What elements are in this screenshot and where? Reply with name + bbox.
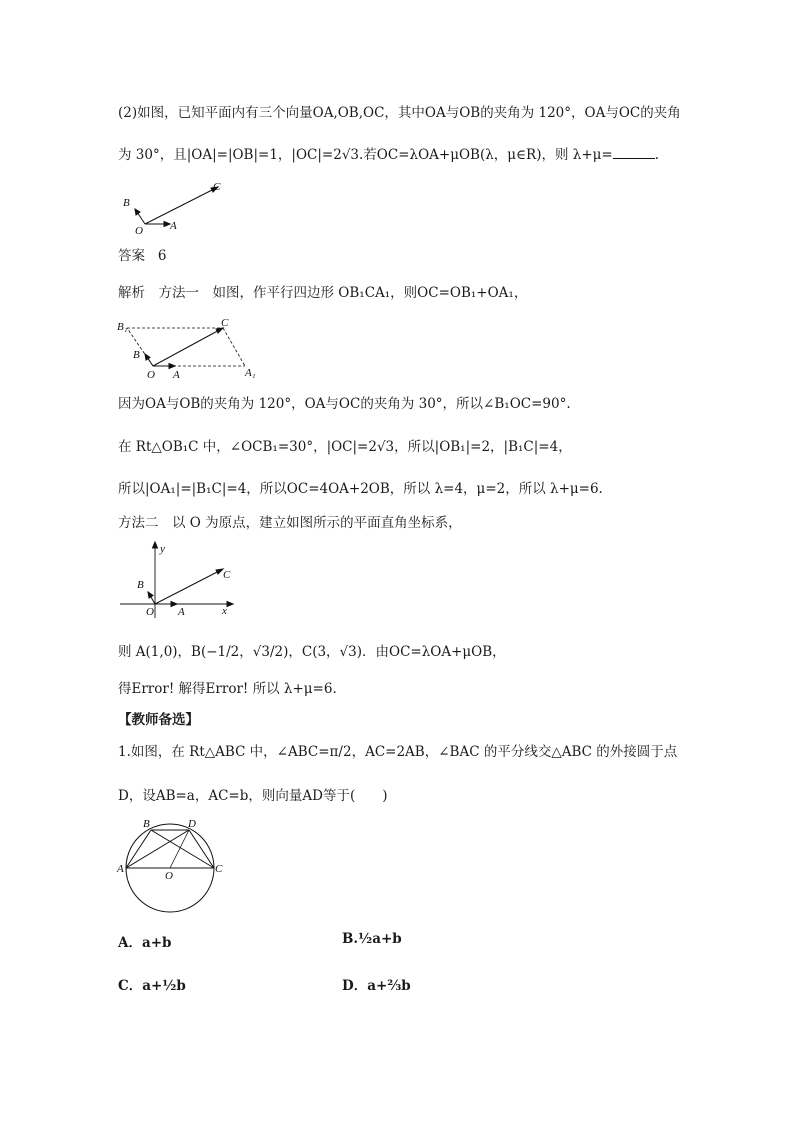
option-c: C．a+½b — [118, 978, 186, 994]
fig4-label-a: A — [117, 863, 124, 875]
fig2-label-c: C — [221, 317, 229, 329]
fig4-label-o: O — [165, 870, 173, 882]
fig2-label-b: B — [133, 349, 140, 361]
solution-rt-line: 在 Rt△OB₁C 中，∠OCB₁=30°，|OC|=2√3，所以|OB₁|=2，|B₁C|=4， — [118, 439, 572, 455]
question1-line-2: D，设AB=a，AC=b，则向量AD等于( ) — [118, 788, 388, 804]
solution-result-line: 所以|OA₁|=|B₁C|=4，所以OC=4OA+2OB，所以 λ=4，μ=2，所以 λ+μ=6. — [118, 481, 603, 497]
option-b: B.½a+b — [342, 931, 402, 947]
problem-line-2-text: 为 30°，且|OA|=|OB|=1，|OC|=2√3.若OC=λOA+μOB(λ，μ∈R)，则 λ+μ= — [118, 147, 613, 163]
coordinate-figure — [115, 536, 245, 620]
fig2-label-a1: A₁ — [245, 367, 256, 379]
problem-line-2-end: . — [654, 147, 660, 163]
answer-label: 答案 — [118, 248, 145, 264]
solution-coords-line: 则 A(1,0)，B(−1/2，√3/2)，C(3，√3)．由OC=λOA+μOB， — [118, 644, 506, 660]
solution-angle-line: 因为OA与OB的夹角为 120°，OA与OC的夹角为 30°，所以∠B₁OC=90°. — [118, 396, 571, 412]
problem-line-2 — [118, 145, 659, 165]
fig3-label-o: O — [146, 606, 154, 618]
solution-error-line: 得Error! 解得Error! 所以 λ+μ=6. — [118, 681, 337, 697]
fig2-label-a: A — [173, 369, 180, 380]
answer-line — [118, 246, 166, 266]
fig2-label-o: O — [147, 369, 155, 380]
fig3-label-c: C — [223, 569, 231, 581]
fig3-label-a: A — [178, 606, 185, 618]
circle-figure — [115, 818, 230, 914]
vector-figure-1 — [115, 176, 235, 238]
option-a: A．a+b — [118, 935, 172, 951]
fig1-label-b: B — [123, 197, 130, 209]
fig3-label-b: B — [137, 579, 144, 591]
fig1-label-c: C — [213, 181, 221, 193]
solution-method2: 方法二 以 O 为原点，建立如图所示的平面直角坐标系， — [118, 515, 462, 531]
fig1-label-a: A — [170, 220, 177, 232]
fig1-label-o: O — [135, 225, 143, 237]
answer-value: 6 — [157, 248, 167, 264]
fig3-label-x: x — [222, 605, 227, 617]
solution-method1: 解析 方法一 如图，作平行四边形 OB₁CA₁，则OC=OB₁+OA₁， — [118, 285, 528, 301]
fig4-label-b: B — [143, 818, 150, 830]
problem-line-1: (2)如图，已知平面内有三个向量OA,OB,OC，其中OA与OB的夹角为 120°，OA与OC的夹角 — [118, 105, 681, 121]
teacher-heading: 【教师备选】 — [118, 712, 199, 728]
fig4-label-d: D — [188, 818, 196, 830]
option-d: D．a+⅔b — [342, 978, 411, 994]
answer-blank — [613, 146, 655, 159]
fig4-label-c: C — [215, 863, 223, 875]
fig2-label-b1: B₁ — [117, 321, 128, 333]
parallelogram-figure — [115, 316, 265, 380]
fig3-label-y: y — [160, 543, 165, 555]
question1-line-1: 1.如图，在 Rt△ABC 中，∠ABC=π/2，AC=2AB，∠BAC 的平分线交△ABC 的外接圆于点 — [118, 744, 678, 760]
